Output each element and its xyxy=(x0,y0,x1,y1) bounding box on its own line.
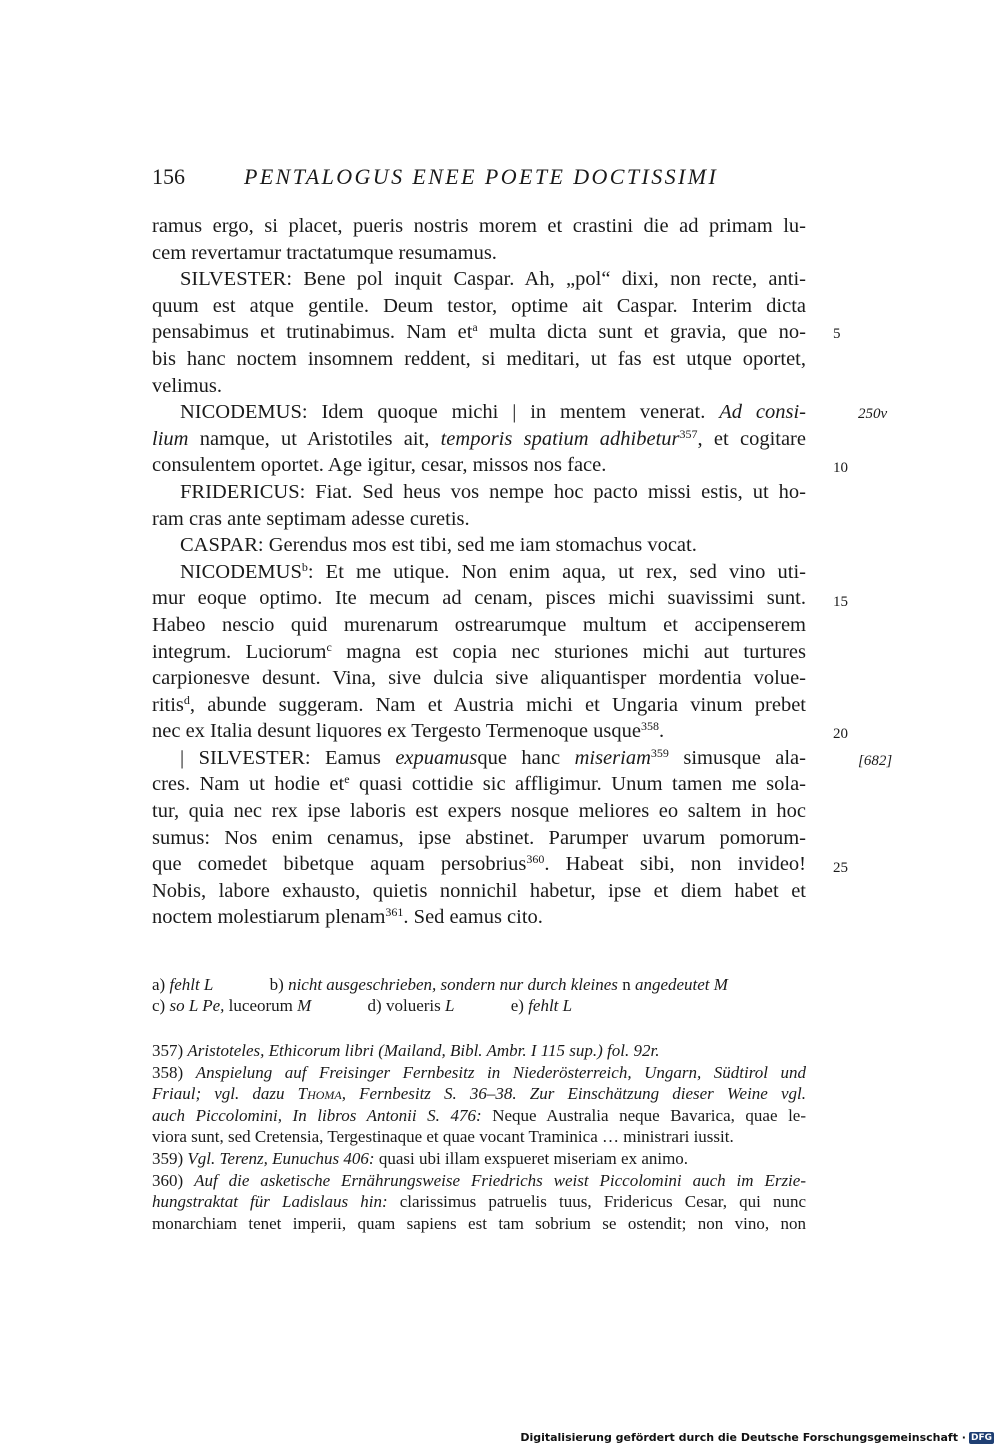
apparatus-entry-c: c) so L Pe, luceorum M xyxy=(152,996,312,1015)
line-number-10: 10 xyxy=(833,460,848,476)
text-line: velimus. xyxy=(152,374,223,397)
running-title: PENTALOGUS ENEE POETE DOCTISSIMI xyxy=(244,164,719,189)
footnote-360: 360) Auf die asketische Ernährungsweise Friedrichs weist Piccolomini auch im Erzie- xyxy=(152,1170,806,1190)
footnote-marker-357[interactable]: 357 xyxy=(679,426,698,441)
footnote-357: 357) Aristoteles, Ethicorum libri (Mailand, Bibl. Ambr. I 115 sup.) fol. 92r. xyxy=(152,1041,660,1060)
text-line: integrum. Luciorum$^c$ magna est copia nec sturiones michi aut turtures xyxy=(152,639,806,663)
text-line: cres. Nam ut hodie $et^e$ quasi cottidie sic affligimur. Unum tamen me sola- xyxy=(152,772,806,796)
text-line: Nobis, labore exhausto, quietis nonnichil habetur, ipse et diem habet et xyxy=(152,879,806,902)
text-line: ram cras ante septimam adesse curetis. xyxy=(152,507,470,530)
text-line: CASPAR: Gerendus mos est tibi, sed me iam stomachus vocat. xyxy=(180,534,697,557)
footnotes xyxy=(152,1040,806,1234)
apparatus-row xyxy=(152,995,812,1016)
apparatus-marker-b[interactable]: b xyxy=(301,559,308,574)
footnote-marker-361[interactable]: 361 xyxy=(385,905,404,920)
text-line: SILVESTER: Bene pol inquit Caspar. Ah, „pol“ dixi, non recte, anti- xyxy=(180,268,806,291)
line-number-15: 15 xyxy=(833,594,848,610)
page-number: 156 xyxy=(152,164,185,189)
line-number-5: 5 xyxy=(833,326,841,342)
apparatus-entry-d: d) volueris L xyxy=(367,996,455,1015)
text-line: quum est atque gentile. Deum testor, optime ait Caspar. Interim dicta xyxy=(152,294,806,317)
text-line: pensabimus et trutinabimus. Nam $et^a$ multa dicta sunt et gravia, que no- xyxy=(152,320,806,344)
folio-reference: 250v xyxy=(858,406,888,422)
line-number-20: 20 xyxy=(833,726,848,742)
text-line: FRIDERICUS: Fiat. Sed heus vos nempe hoc pacto missi estis, ut ho- xyxy=(180,480,806,503)
apparatus-marker-c[interactable]: c xyxy=(326,639,332,654)
line-number-25: 25 xyxy=(833,860,848,876)
text-line: noctem molestiarum plenam$^{361}$. Sed eamus cito. xyxy=(152,905,543,929)
footnote-360-cont: monarchiam tenet imperii, quam sapiens est tam sobrium se ostendit; non vino, non xyxy=(152,1213,806,1233)
apparatus-marker-e[interactable]: e xyxy=(344,772,350,787)
text-line: consulentem oportet. Age igitur, cesar, missos nos face. xyxy=(152,454,607,477)
footnote-360-cont: hungstraktat für Ladislaus hin: clarissimus patruelis tuus, Fridericus Cesar, qui nunc xyxy=(152,1192,806,1212)
text-line: lium namque, ut Aristotiles ait, temporis spatium adhibetur$^{357}$, et cogitare xyxy=(152,426,806,450)
apparatus-marker-a[interactable]: a xyxy=(472,320,478,335)
text-line: ritis$^d$, abunde suggeram. Nam et Austria michi et Ungaria vinum prebet xyxy=(152,692,806,716)
critical-apparatus xyxy=(152,974,812,1016)
funding-footer xyxy=(520,1431,994,1444)
apparatus-entry-a: a) fehlt L xyxy=(152,975,214,994)
footnote-358-cont: viora sunt, sed Cretensia, Tergestinaque et quae vocant Traminica … ministrari iussit. xyxy=(152,1127,734,1147)
dfg-logo: DFG xyxy=(970,1432,992,1443)
text-line: mur eoque optimo. Ite mecum ad cenam, pisces michi suavissimi sunt. xyxy=(152,587,806,610)
apparatus-entry-e: e) fehlt L xyxy=(510,996,573,1015)
text-line: NICODEMUS$^b$: Et me utique. Non enim aqua, ut rex, sed vino uti- xyxy=(180,559,806,583)
text-line: | SILVESTER: Eamus expuamusque hanc miseriam$^{359}$ simusque ala- xyxy=(180,745,806,769)
text-line: tur, quia nec rex ipse laboris est expers nosque meliores eo saltem in hoc xyxy=(152,800,806,823)
text-line: Habeo nescio quid murenarum ostrearumque multum et accipenserem xyxy=(152,613,806,636)
funding-text: Digitalisierung gefördert durch die Deutsche Forschungsgemeinschaft · xyxy=(520,1431,966,1444)
apparatus-marker-d[interactable]: d xyxy=(183,692,190,707)
footnote-358: 358) Anspielung auf Freisinger Fernbesitz in Niederösterreich, Ungarn, Südtirol und xyxy=(152,1062,806,1082)
text-line: NICODEMUS: Idem quoque michi | in mentem venerat. Ad consi- xyxy=(180,401,806,424)
apparatus-entry-b: b) nicht ausgeschrieben, sondern nur durch kleines n angedeutet M xyxy=(269,975,728,994)
text-line: bis hanc noctem insomnem reddent, si meditari, ut fas est utque oportet, xyxy=(152,347,806,370)
text-line: nec ex Italia desunt liquores ex Tergesto Termenoque usque$^{358}$. xyxy=(152,719,665,743)
main-text xyxy=(152,213,806,931)
text-line: que comedet bibetque aquam persobrius$^{360}$. Habeat sibi, non invideo! xyxy=(152,852,806,876)
apparatus-row xyxy=(152,974,812,995)
text-line: carpionesve desunt. Vina, sive dulcia sive aliquantisper mordentia volue- xyxy=(152,667,806,690)
text-line: cem revertamur tractatumque resumamus. xyxy=(152,241,497,264)
edition-page-reference: [682] xyxy=(858,753,893,769)
text-line: sumus: Nos enim cenamus, ipse abstinet. Parumper uvarum pomorum- xyxy=(152,826,806,849)
footnote-358-cont: Friaul; vgl. dazu Thoma, Fernbesitz S. 36–38. Zur Einschätzung dieser Weine vgl. xyxy=(152,1084,806,1104)
footnote-marker-359[interactable]: 359 xyxy=(650,745,669,760)
footnote-358-cont: auch Piccolomini, In libros Antonii S. 476: Neque Australia neque Bavarica, quae le- xyxy=(152,1105,807,1125)
footnote-359: 359) Vgl. Terenz, Eunuchus 406: quasi ubi illam exspueret miseriam ex animo. xyxy=(152,1148,689,1168)
text-line: ramus ergo, si placet, pueris nostris morem et crastini die ad primam lu- xyxy=(152,215,806,237)
footnote-marker-358[interactable]: 358 xyxy=(641,719,659,734)
footnote-marker-360[interactable]: 360 xyxy=(526,852,545,867)
